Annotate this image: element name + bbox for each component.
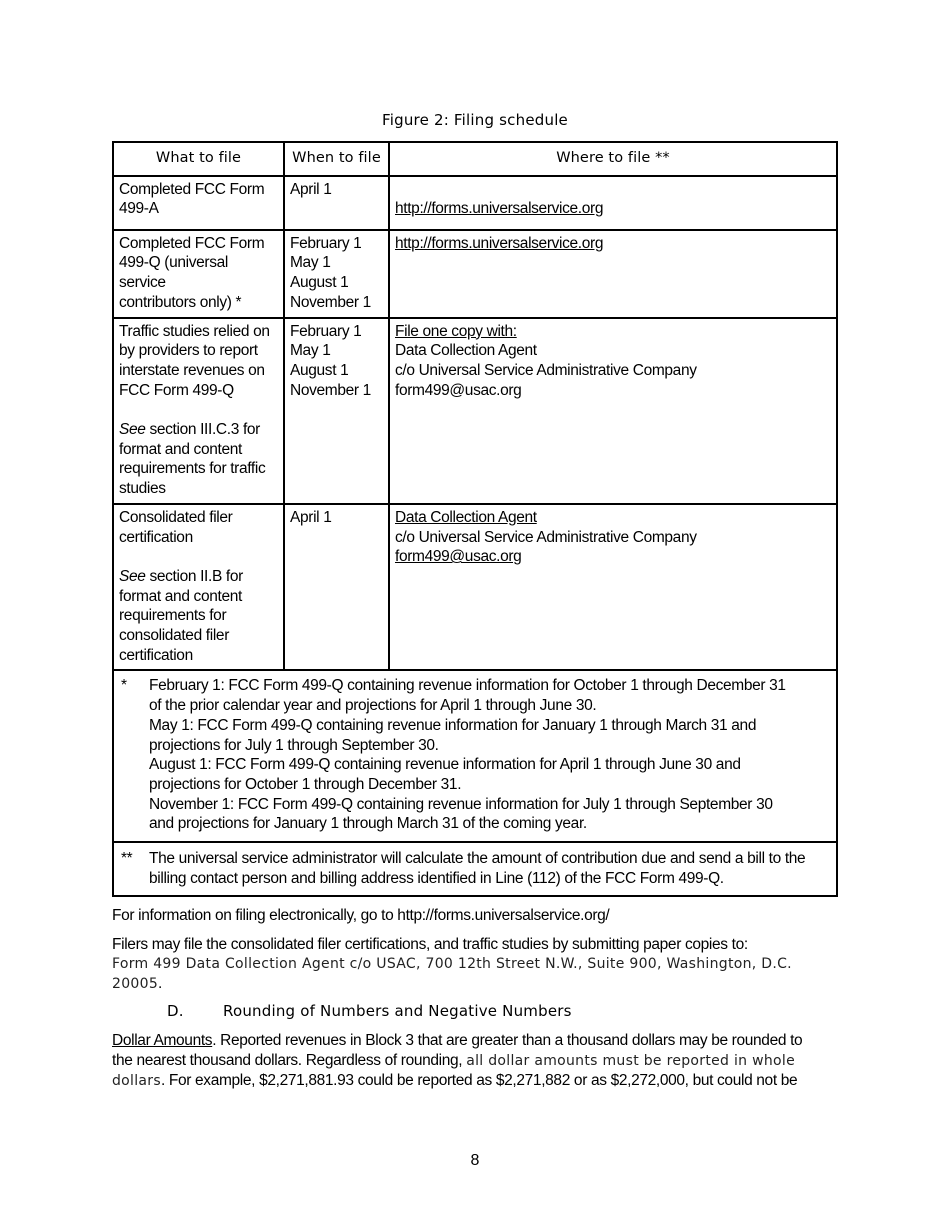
what-cell: Completed FCC Form 499-Q (universal service contributors only) * [113, 230, 284, 318]
dollar-amounts-paragraph: Dollar Amounts. Reported revenues in Block 3 that are greater than a thousand dollars may be rounded to the nearest thousand dollars. Regardless of rounding, all dollar amounts must be reported in whole dollars. For example, $2,271,881.93 could be reported as $2,271,882 or as $2,272,000, but could not be [112, 1032, 803, 1090]
table-row [113, 176, 837, 230]
figure-title: Figure 2: Filing schedule [382, 111, 568, 129]
forms-link[interactable]: http://forms.universalservice.org [395, 200, 604, 218]
what-cell: Consolidated filer certification See section II.B for format and content requirements for consolidated filer certification [113, 504, 284, 671]
table-row [113, 318, 837, 504]
footnote-row [113, 670, 837, 842]
email-link[interactable]: form499@usac.org [395, 548, 522, 566]
footnote-marker: * [121, 677, 127, 695]
header-when-to-file: When to file [284, 142, 389, 176]
where-cell: Data Collection Agent c/o Universal Service Administrative Company form499@usac.org [389, 504, 837, 671]
when-cell: April 1 [284, 176, 389, 230]
header-where-to-file: Where to file ** [389, 142, 837, 176]
page-number: 8 [470, 1152, 480, 1169]
forms-link[interactable]: http://forms.universalservice.org [395, 234, 604, 252]
where-cell: File one copy with: Data Collection Agent c/o Universal Service Administrative Company form499@usac.org [389, 318, 837, 504]
footnote-double-star: ** The universal service administrator will calculate the amount of contribution due and send a bill to the billing contact person and billing address identified in Line (112) of the FCC Form 499-Q. [113, 842, 837, 896]
table-row [113, 504, 837, 671]
when-cell: February 1 May 1 August 1 November 1 [284, 318, 389, 504]
footnote-row [113, 842, 837, 896]
table-row [113, 230, 837, 318]
dollar-amounts-heading: Dollar Amounts [112, 1032, 213, 1049]
where-cell [389, 176, 837, 230]
what-cell: Traffic studies relied on by providers to report interstate revenues on FCC Form 499-Q See section III.C.3 for format and content requirements for traffic studies [113, 318, 284, 504]
when-cell: April 1 [284, 504, 389, 671]
where-cell [389, 230, 837, 318]
when-cell: February 1 May 1 August 1 November 1 [284, 230, 389, 318]
table-header-row [113, 142, 837, 176]
paper-filing-paragraph: Filers may file the consolidated filer certifications, and traffic studies by submitting paper copies to: Form 499 Data Collection Agent c/o USAC, 700 12th Street N.W., Suite 900, Washington, D.C. 20005. [112, 936, 792, 993]
section-heading: D. Rounding of Numbers and Negative Numbers [167, 1002, 572, 1020]
electronic-filing-info: For information on filing electronically, go to http://forms.universalservice.org/ [112, 907, 610, 924]
filing-schedule-table [112, 141, 838, 897]
footnote-star: * February 1: FCC Form 499-Q containing revenue information for October 1 through December 31 of the prior calendar year and projections for April 1 through June 30. May 1: FCC Form 499-Q containing revenue information for January 1 through March 31 and projections for July 1 through September 30. August 1: FCC Form 499-Q containing revenue information for April 1 through June 30 and projections for October 1 through December 31. November 1: FCC Form 499-Q containing revenue information for July 1 through September 30 and projections for January 1 through March 31 of the coming year. [113, 670, 837, 842]
footnote-marker: ** [121, 850, 133, 868]
what-cell: Completed FCC Form 499-A [113, 176, 284, 230]
header-what-to-file: What to file [113, 142, 284, 176]
